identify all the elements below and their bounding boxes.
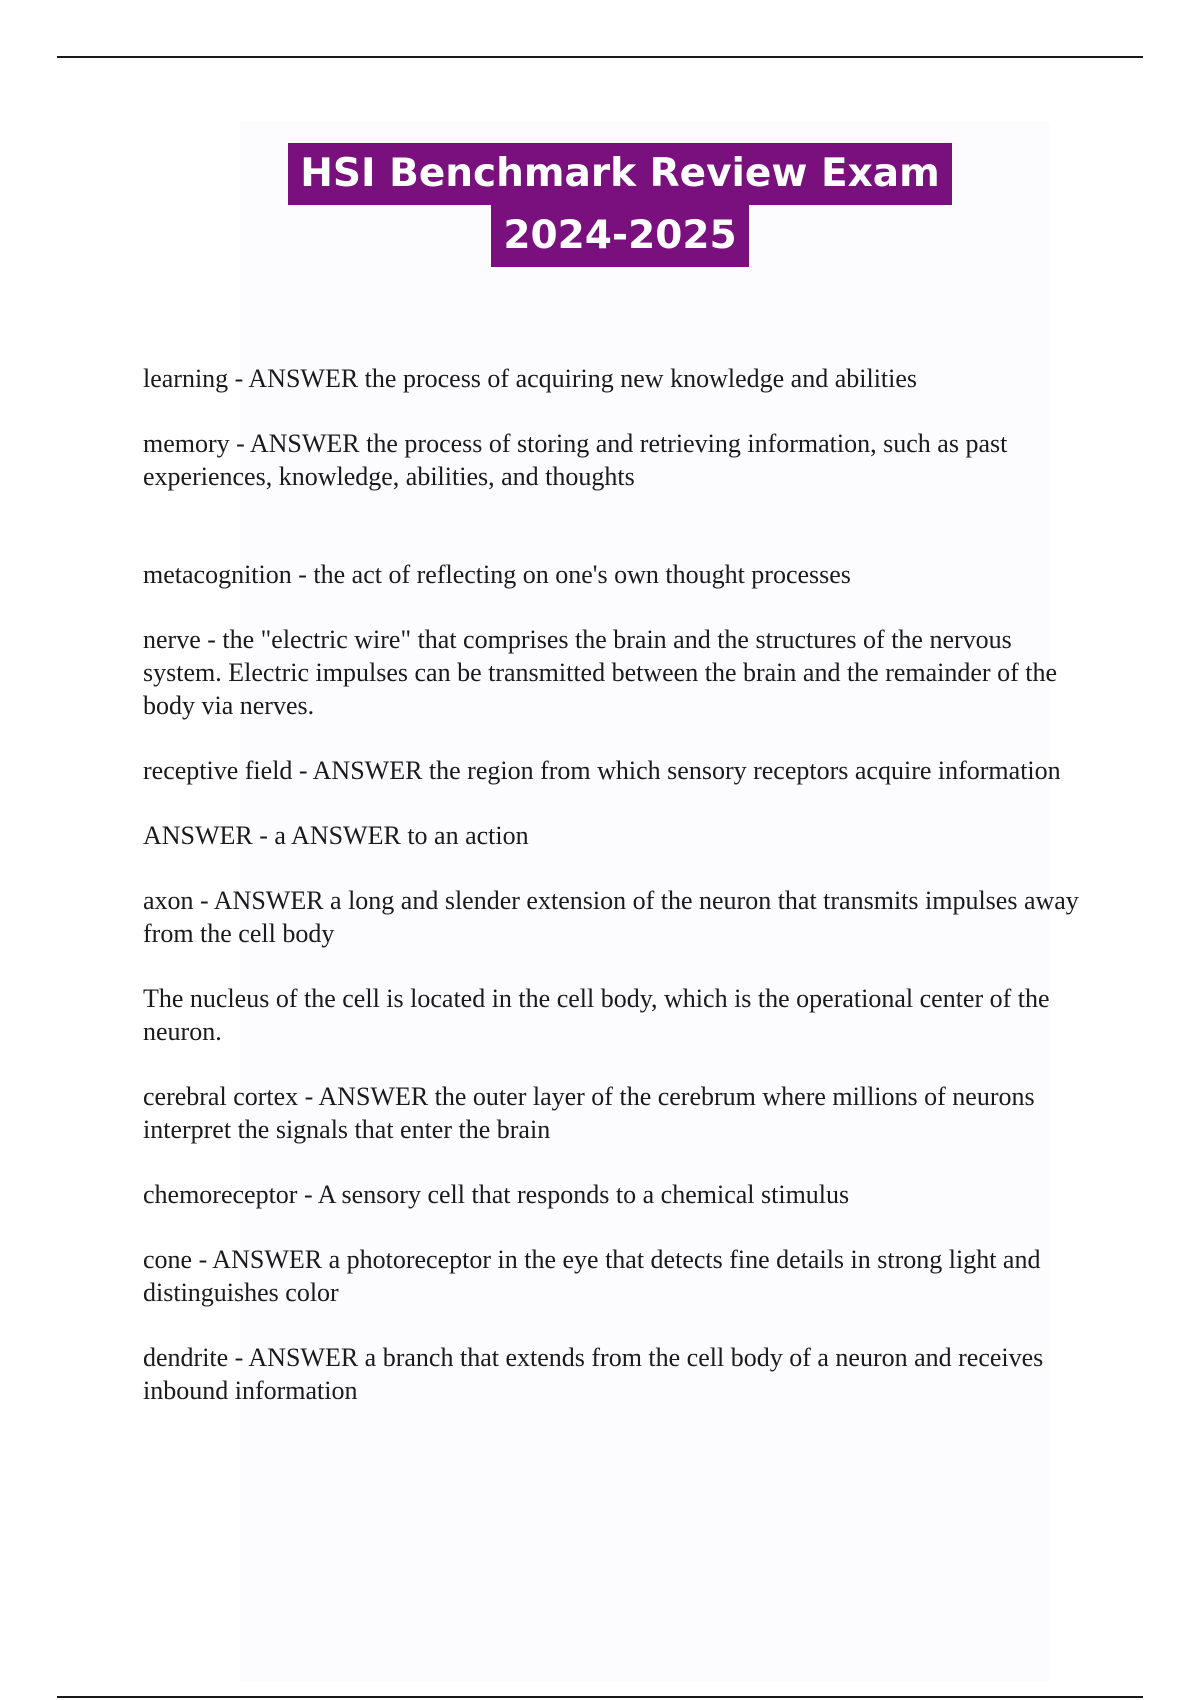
entry-answer: ANSWER - a ANSWER to an action (143, 821, 529, 850)
entry-dendrite: dendrite - ANSWER a branch that extends from the cell body of a neuron and receives inbound information (143, 1343, 1044, 1405)
document-body (143, 362, 1088, 1439)
entry-learning: learning - ANSWER the process of acquiring new knowledge and abilities (143, 364, 918, 393)
document-title (0, 143, 1200, 267)
entry-nerve: nerve - the "electric wire" that comprises the brain and the structures of the nervous system. Electric impulses can be transmitted between the brain and the remainder of the body via nerves. (143, 625, 1058, 720)
entry-cone: cone - ANSWER a photoreceptor in the eye that detects fine details in strong light and distinguishes color (143, 1245, 1041, 1307)
top-rule (57, 56, 1143, 58)
bottom-rule (57, 1696, 1143, 1698)
entry-receptive-field: receptive field - ANSWER the region from which sensory receptors acquire information (143, 756, 1061, 785)
title-line-1: HSI Benchmark Review Exam (288, 143, 951, 205)
title-line-2: 2024-2025 (491, 205, 748, 267)
entry-metacognition: metacognition - the act of reflecting on one's own thought processes (143, 560, 851, 589)
entry-nucleus: The nucleus of the cell is located in the cell body, which is the operational center of the neuron. (143, 984, 1050, 1046)
entry-axon: axon - ANSWER a long and slender extension of the neuron that transmits impulses away from the cell body (143, 886, 1079, 948)
entry-chemoreceptor: chemoreceptor - A sensory cell that responds to a chemical stimulus (143, 1180, 850, 1209)
entry-memory: memory - ANSWER the process of storing and retrieving information, such as past experiences, knowledge, abilities, and thoughts (143, 429, 1008, 491)
entry-cerebral-cortex: cerebral cortex - ANSWER the outer layer of the cerebrum where millions of neurons interpret the signals that enter the brain (143, 1082, 1035, 1144)
